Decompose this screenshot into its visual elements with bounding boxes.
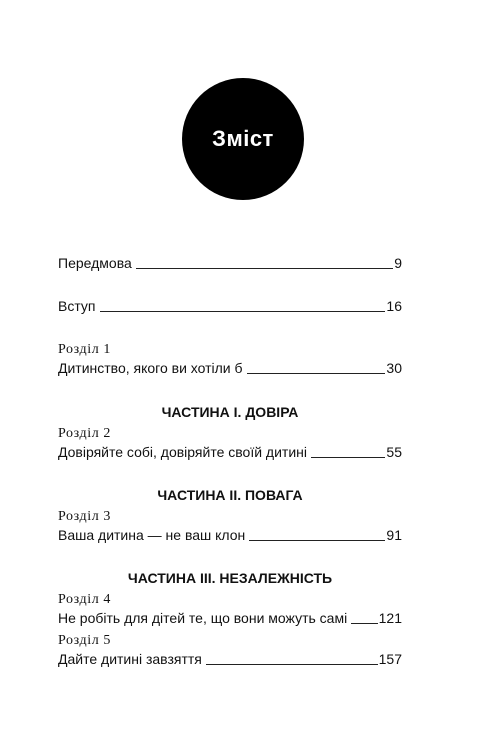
dot-leader <box>247 373 386 374</box>
toc-entry-title: Передмова <box>58 255 132 271</box>
toc-entry-chapter-5 <box>58 650 402 668</box>
chapter-label: Розділ 1 <box>58 342 112 357</box>
title-circle <box>182 78 304 200</box>
toc-entry-title: Не робіть для дітей те, що вони можуть самі <box>58 610 348 626</box>
toc-entry-introduction <box>58 297 402 315</box>
toc-entry-page: 91 <box>386 527 402 543</box>
toc-entry-page: 55 <box>386 444 402 460</box>
toc-entry-title: Вступ <box>58 298 96 314</box>
toc-entry-chapter-2 <box>58 443 402 461</box>
part-heading: ЧАСТИНА І. ДОВІРА <box>161 404 299 420</box>
toc-entry-title: Дитинство, якого ви хотіли б <box>58 360 243 376</box>
toc-entry-title: Дайте дитині завзяття <box>58 651 202 667</box>
chapter-label: Розділ 2 <box>58 426 112 441</box>
dot-leader <box>351 623 377 624</box>
dot-leader <box>311 457 385 458</box>
dot-leader <box>100 311 386 312</box>
page-title: Зміст <box>212 126 274 151</box>
part-heading: ЧАСТИНА ІІІ. НЕЗАЛЕЖНІСТЬ <box>127 570 333 586</box>
toc-entry-page: 157 <box>378 651 402 667</box>
toc-entry-page: 16 <box>386 298 402 314</box>
toc-entry-page: 30 <box>386 360 402 376</box>
toc-entry-chapter-3 <box>58 526 402 544</box>
dot-leader <box>249 540 385 541</box>
chapter-label: Розділ 5 <box>58 633 112 648</box>
toc-entry-page: 121 <box>378 610 402 626</box>
toc-entry-title: Ваша дитина — не ваш клон <box>58 527 246 543</box>
toc-entry-chapter-4 <box>58 609 402 627</box>
dot-leader <box>206 664 378 665</box>
part-heading: ЧАСТИНА ІІ. ПОВАГА <box>157 487 303 503</box>
toc-entry-foreword <box>58 254 402 272</box>
toc-entry-chapter-1 <box>58 359 402 377</box>
chapter-label: Розділ 3 <box>58 509 112 524</box>
toc-entry-page: 9 <box>394 255 402 271</box>
dot-leader <box>136 268 393 269</box>
toc-entry-title: Довіряйте собі, довіряйте своїй дитині <box>58 444 307 460</box>
chapter-label: Розділ 4 <box>58 592 112 607</box>
